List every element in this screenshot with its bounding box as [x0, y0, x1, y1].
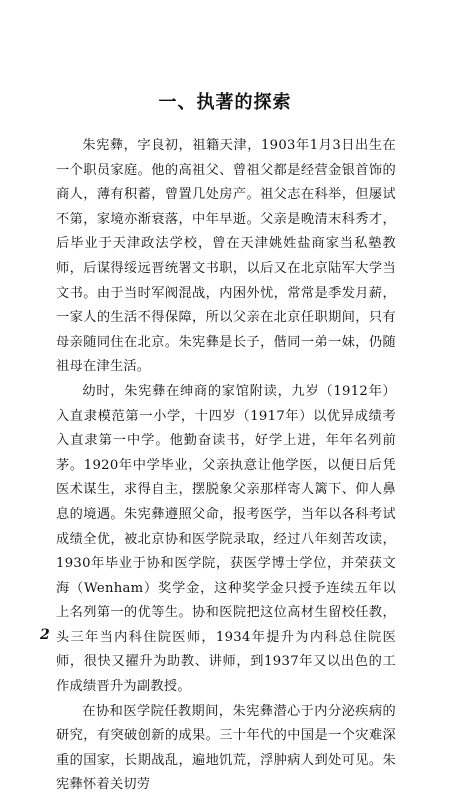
paragraph-education: 幼时，朱宪彝在绅商的家馆附读，九岁（1912年）入直隶模范第一小学，十四岁（1917年）以优异成绩考入直隶第一中学。他勤奋读书，好学上进，年年名列前茅。1920年中学毕业，父亲执意让他学医，以便日后凭医术谋生，求得自主，摆脱象父亲那样寄人篱下、仰人鼻息的境遇。朱宪彝遵照父命，报考医学，当年以各科考试成绩全优，被北京协和医学院录取，经过八年刻苦攻读，1930年毕业于协和医学院，获医学博士学位，并荣获文海（Wenham）奖学金，这种奖学金只授予连续五年以上名列第一的优等生。协和医院把这位高材生留校任教，头三年当内科住院医师，1934年提升为内科总住院医师，很快又擢升为助教、讲师，到1937年又以出色的工作成绩晋升为副教授。 — [56, 383, 396, 695]
chapter-title: 一、执著的探索 — [158, 92, 292, 113]
body-text — [56, 134, 396, 798]
paragraph-family-background: 朱宪彝，字良初，祖籍天津，1903年1月3日出生在一个职员家庭。他的高祖父、曾祖父都是经营金银首饰的商人，薄有积蓄，曾置几处房产。祖父志在科举，但屡试不第，家境亦渐衰落，中年早逝。父亲是晚清末科秀才，后毕业于天津政法学校，曾在天津姚姓盐商家当私塾教师，后谋得绥远晋统署文书职，以后又在北京陆军大学当文书。由于当时军阀混战，内困外忧，常常是季发月薪，一家人的生活不得保障，所以父亲在北京任职期间，只有母亲随同住在北京。朱宪彝是长子，偕同一弟一妹，仍随祖母在津生活。 — [56, 138, 396, 375]
page-number: 2 — [40, 627, 50, 643]
paragraph-research: 在协和医学院任教期间，朱宪彝潜心于内分泌疾病的研究，有突破创新的成果。三十年代的中国是一个灾难深重的国家，长期战乱，遍地饥荒，浮肿病人到处可见。朱宪彝怀着关切劳 — [56, 703, 396, 793]
